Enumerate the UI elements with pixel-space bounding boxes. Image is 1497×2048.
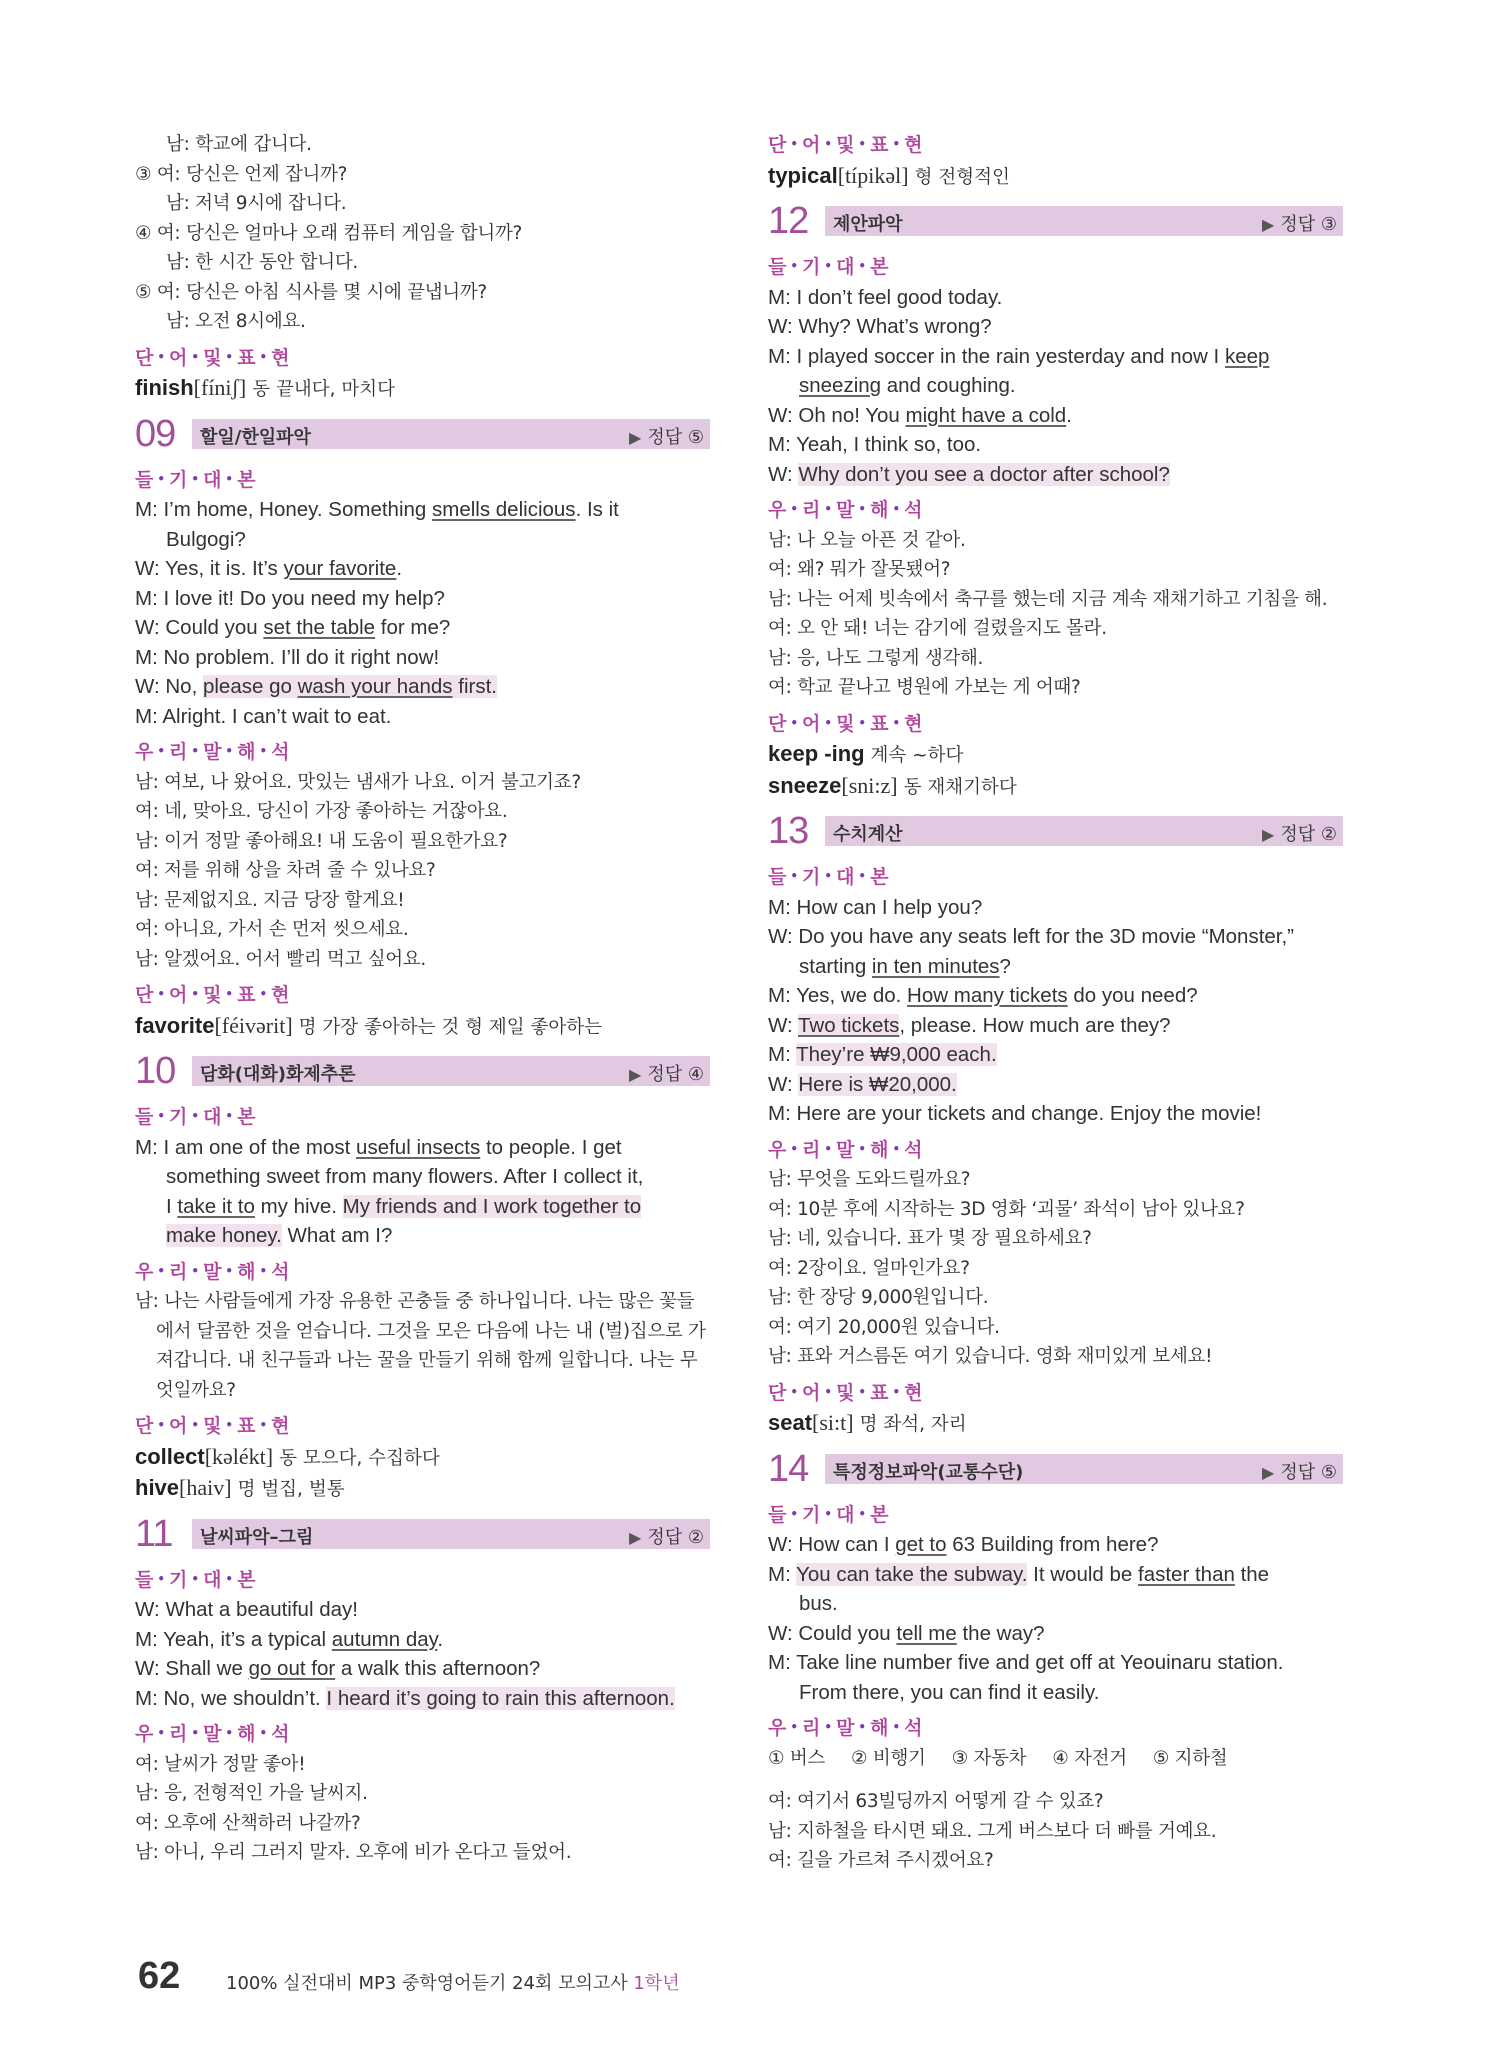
translation-line: 여: 학교 끝나고 병원에 가보는 게 어때? <box>768 677 1081 698</box>
script-line: M: Take line number five and get off at Yeouinaru station. <box>768 1651 1284 1674</box>
answer-options <box>768 1744 1343 1774</box>
vocab-entry <box>768 161 1343 193</box>
question-number: 13 <box>768 810 809 852</box>
translation-line: 남: 문제없지요. 지금 당장 할게요! <box>135 889 405 911</box>
translation-line: 남: 나 오늘 아픈 것 같아. <box>768 529 966 551</box>
translation-line: 여: 여기 20,000원 있습니다. <box>768 1316 1000 1338</box>
script-line: M: I love it! Do you need my help? <box>135 586 445 610</box>
translation-heading: 우 • 리 • 말 • 해 • 석 <box>768 499 924 521</box>
translation-line: 남: 지하철을 타시면 돼요. 그게 버스보다 더 빠를 거예요. <box>768 1820 1217 1842</box>
vocab-ipa: [féivərit] <box>214 1012 293 1038</box>
vocab-heading: 단 • 어 • 및 • 표 • 현 <box>768 1381 924 1404</box>
vocab-heading: 단 • 어 • 및 • 표 • 현 <box>135 346 291 369</box>
translation-line: 남: 나는 어제 빗속에서 축구를 했는데 지금 계속 재채기하고 기침을 해. <box>768 588 1328 610</box>
right-column <box>768 130 1343 1876</box>
script-line: M: You can take the subway. It would be faster than the <box>768 1562 1270 1586</box>
triangle-icon: ▶ <box>1262 825 1275 844</box>
script-line: M: I played soccer in the rain yesterday and now I keep <box>768 344 1270 368</box>
translation-line: 여: 왜? 뭐가 잘못됐어? <box>768 559 951 580</box>
script-line: W: How can I get to 63 Building from here? <box>768 1533 1159 1556</box>
translation-line: 남: 여보, 나 왔어요. 맛있는 냄새가 나요. 이거 불고기죠? <box>135 771 581 793</box>
translation-line: 여: 오 안 돼! 너는 감기에 걸렸을지도 몰라. <box>768 618 1107 639</box>
script-heading: 들 • 기 • 대 • 본 <box>768 1503 890 1526</box>
translation-line: 남: 무엇을 도와드릴까요? <box>768 1169 971 1190</box>
vocab-word: sneeze <box>768 772 842 798</box>
script-line: M: No problem. I’ll do it right now! <box>135 645 440 669</box>
grade-label: 1학년 <box>633 1973 680 1994</box>
script-line: M: They’re ₩9,000 each. <box>768 1043 997 1066</box>
answer-text: 정답 ⑤ <box>647 426 704 448</box>
option-4: ④ 자전거 <box>1052 1747 1127 1769</box>
script-line: W: What a beautiful day! <box>135 1598 358 1621</box>
script-line: W: Do you have any seats left for the 3D movie “Monster,” <box>768 925 1295 948</box>
translation-line: 여: 10분 후에 시작하는 3D 영화 ‘괴물’ 좌석이 남아 있나요? <box>768 1198 1245 1220</box>
script-line: W: Two tickets, please. How much are they? <box>768 1013 1171 1037</box>
answer-text: 정답 ③ <box>1280 214 1337 235</box>
question-number: 14 <box>768 1447 809 1490</box>
translation-line: 남: 이거 정말 좋아해요! 내 도움이 필요한가요? <box>135 830 508 852</box>
vocab-entry <box>135 1473 710 1505</box>
question-type: 날씨파악–그림 <box>200 1526 314 1548</box>
script-line: W: No, please go wash your hands first. <box>135 675 497 698</box>
answer-label <box>629 1523 704 1549</box>
vocab-word: collect <box>135 1443 205 1469</box>
script-line: M: Yeah, I think so, too. <box>768 433 982 456</box>
script-line: starting in ten minutes? <box>799 954 1011 978</box>
text-line: ③ 여: 당신은 언제 잡니까? <box>135 163 348 185</box>
text-line: 남: 학교에 갑니다. <box>166 134 312 155</box>
translation-heading: 우 • 리 • 말 • 해 • 석 <box>768 1138 924 1161</box>
vocab-word: keep -ing <box>768 741 865 766</box>
question-header <box>135 1512 710 1559</box>
option-2: ② 비행기 <box>851 1747 926 1769</box>
translation-line: 여: 여기서 63빌딩까지 어떻게 갈 수 있죠? <box>768 1791 1104 1812</box>
vocab-ipa: [típikəl] <box>837 162 909 188</box>
translation-line: 여: 저를 위해 상을 차려 줄 수 있나요? <box>135 860 436 881</box>
vocab-word: typical <box>768 162 838 188</box>
script-line: W: Could you set the table for me? <box>135 616 451 639</box>
text-line: 남: 오전 8시에요. <box>166 311 306 332</box>
question-number: 12 <box>768 200 809 242</box>
book-title: 100% 실전대비 MP3 중학영어듣기 24회 모의고사 1학년 <box>226 1973 680 1994</box>
question-header <box>135 1052 710 1096</box>
script-line: M: I’m home, Honey. Something smells delicious. Is it <box>135 498 619 521</box>
script-line: M: Here are your tickets and change. Enjoy the movie! <box>768 1102 1262 1125</box>
vocab-meaning: 동 재채기하다 <box>903 776 1017 798</box>
translation-line: 남: 표와 거스름돈 여기 있습니다. 영화 재미있게 보세요! <box>768 1346 1213 1367</box>
script-line: M: I don’t feel good today. <box>768 285 1003 309</box>
vocab-ipa: [si:t] <box>812 1410 854 1435</box>
translation-line: 남: 네, 있습니다. 표가 몇 장 필요하세요? <box>768 1228 1092 1249</box>
question-type: 할일/한일파악 <box>200 426 311 448</box>
translation-line: 남: 알겠어요. 어서 빨리 먹고 싶어요. <box>135 948 426 970</box>
script-line: bus. <box>799 1592 838 1615</box>
page-footer <box>138 1955 1038 2015</box>
script-line: M: Yeah, it’s a typical autumn day. <box>135 1627 444 1651</box>
translation-heading: 우 • 리 • 말 • 해 • 석 <box>768 1717 924 1739</box>
vocab-meaning: 명 가장 좋아하는 것 형 제일 좋아하는 <box>298 1016 603 1038</box>
vocab-word: finish <box>135 375 194 400</box>
script-line: M: Alright. I can’t wait to eat. <box>135 704 392 728</box>
question-header <box>135 412 710 459</box>
script-line: make honey. What am I? <box>166 1224 393 1247</box>
question-type-bar <box>192 1519 710 1549</box>
option-5: ⑤ 지하철 <box>1152 1747 1228 1769</box>
vocab-word: seat <box>768 1410 813 1435</box>
translation-heading: 우 • 리 • 말 • 해 • 석 <box>135 1723 291 1745</box>
vocab-ipa: [kəlékt] <box>204 1443 274 1469</box>
script-heading: 들 • 기 • 대 • 본 <box>768 866 890 888</box>
question-type: 제안파악 <box>833 214 903 235</box>
question-header <box>768 202 1343 246</box>
question-header <box>768 812 1343 856</box>
answer-label <box>629 1060 704 1086</box>
question-type: 특정정보파악(교통수단) <box>833 1461 1024 1483</box>
question-type: 수치계산 <box>833 824 903 845</box>
left-column <box>135 130 710 1868</box>
vocab-heading: 단 • 어 • 및 • 표 • 현 <box>135 1415 291 1437</box>
script-line: W: Could you tell me the way? <box>768 1621 1045 1645</box>
translation-line: 엇일까요? <box>156 1379 236 1401</box>
translation-heading: 우 • 리 • 말 • 해 • 석 <box>135 741 291 763</box>
translation-line: 남: 아니, 우리 그러지 말자. 오후에 비가 온다고 들었어. <box>135 1842 572 1863</box>
answer-label <box>1262 820 1337 846</box>
vocab-meaning: 명 벌집, 벌통 <box>237 1479 345 1500</box>
script-heading: 들 • 기 • 대 • 본 <box>768 256 890 278</box>
vocab-ipa: [sni:z] <box>841 772 898 798</box>
answer-label <box>629 423 704 449</box>
translation-line: 남: 응, 전형적인 가을 날씨지. <box>135 1783 368 1804</box>
script-line: W: Here is ₩20,000. <box>768 1072 957 1096</box>
vocab-heading: 단 • 어 • 및 • 표 • 현 <box>768 712 924 735</box>
page-number: 62 <box>138 1955 181 1997</box>
question-type-bar <box>192 1056 710 1086</box>
question-header <box>768 1447 1343 1494</box>
answer-text: 정답 ④ <box>647 1064 704 1085</box>
translation-line: 여: 아니요, 가서 손 먼저 씻으세요. <box>135 919 409 940</box>
translation-line: 여: 네, 맞아요. 당신이 가장 좋아하는 거잖아요. <box>135 801 508 822</box>
question-number: 11 <box>135 1512 173 1555</box>
answer-text: 정답 ② <box>1280 824 1337 845</box>
translation-line: 에서 달콤한 것을 얻습니다. 그것을 모은 다음에 나는 내 (벌)집으로 가 <box>156 1320 706 1342</box>
text-line: 남: 저녁 9시에 잡니다. <box>166 193 347 214</box>
script-line: W: Why don’t you see a doctor after school? <box>768 462 1170 486</box>
script-line: sneezing and coughing. <box>799 374 1016 397</box>
triangle-icon: ▶ <box>629 1065 642 1084</box>
script-line: W: Shall we go out for a walk this afternoon? <box>135 1657 541 1680</box>
script-heading: 들 • 기 • 대 • 본 <box>135 1568 257 1591</box>
translation-line: 져갑니다. 내 친구들과 나는 꿀을 만들기 위해 함께 일합니다. 나는 무 <box>156 1350 698 1371</box>
question-type-bar <box>825 816 1343 846</box>
vocab-entry <box>768 739 1343 771</box>
text-line: 남: 한 시간 동안 합니다. <box>166 252 358 273</box>
option-1: ① 버스 <box>768 1747 826 1769</box>
vocab-word: favorite <box>135 1012 215 1038</box>
translation-line: 여: 오후에 산책하러 나갈까? <box>135 1812 361 1834</box>
triangle-icon: ▶ <box>629 1527 642 1547</box>
question-number: 10 <box>135 1050 176 1092</box>
vocab-meaning: 동 끝내다, 마치다 <box>252 379 395 400</box>
translation-line: 남: 한 장당 9,000원입니다. <box>768 1287 989 1308</box>
vocab-entry <box>768 771 1343 803</box>
vocab-entry <box>135 1011 710 1043</box>
script-line: M: I am one of the most useful insects to people. I get <box>135 1135 622 1159</box>
question-type: 담화(대화)화제추론 <box>200 1064 356 1085</box>
answer-label <box>1262 1458 1337 1484</box>
vocab-meaning: 동 모으다, 수집하다 <box>279 1447 440 1469</box>
answer-text: 정답 ⑤ <box>1280 1461 1337 1483</box>
vocab-ipa: [fíniʃ] <box>193 375 247 400</box>
script-line: W: Oh no! You might have a cold. <box>768 403 1072 427</box>
vocab-meaning: 형 전형적인 <box>914 166 1010 188</box>
vocab-meaning: 명 좌석, 자리 <box>859 1414 967 1435</box>
option-3: ③ 자동차 <box>951 1747 1027 1769</box>
triangle-icon: ▶ <box>1262 215 1275 234</box>
script-line: Bulgogi? <box>166 527 246 551</box>
triangle-icon: ▶ <box>629 427 642 447</box>
translation-line: 여: 날씨가 정말 좋아! <box>135 1753 306 1775</box>
vocab-meaning: 계속 ~하다 <box>870 745 964 766</box>
question-type-bar <box>825 1454 1343 1484</box>
script-line: W: Yes, it is. It’s your favorite. <box>135 557 403 580</box>
vocab-ipa: [haiv] <box>179 1475 232 1500</box>
script-line: M: How can I help you? <box>768 895 983 919</box>
script-line: W: Why? What’s wrong? <box>768 315 992 338</box>
vocab-heading: 단 • 어 • 및 • 표 • 현 <box>768 134 924 156</box>
translation-line: 남: 나는 사람들에게 가장 유용한 곤충들 중 하나입니다. 나는 많은 꽃들 <box>135 1291 695 1312</box>
answer-text: 정답 ② <box>647 1526 704 1548</box>
script-line: something sweet from many flowers. After I collect it, <box>166 1165 644 1188</box>
script-line: M: Yes, we do. How many tickets do you need? <box>768 984 1198 1007</box>
text-line: ④ 여: 당신은 얼마나 오래 컴퓨터 게임을 합니까? <box>135 222 523 244</box>
script-line: M: No, we shouldn’t. I heard it’s going to rain this afternoon. <box>135 1686 675 1710</box>
vocab-entry <box>135 1442 710 1474</box>
script-heading: 들 • 기 • 대 • 본 <box>135 468 257 491</box>
script-line: I take it to my hive. My friends and I work together to <box>166 1194 642 1218</box>
triangle-icon: ▶ <box>1262 1462 1275 1482</box>
vocab-word: hive <box>135 1475 180 1500</box>
translation-line: 여: 길을 가르쳐 주시겠어요? <box>768 1850 994 1871</box>
script-line: From there, you can find it easily. <box>799 1680 1100 1704</box>
vocab-entry <box>135 373 710 405</box>
question-type-bar <box>825 206 1343 236</box>
vocab-entry <box>768 1408 1343 1440</box>
script-heading: 들 • 기 • 대 • 본 <box>135 1106 257 1128</box>
text-line: ⑤ 여: 당신은 아침 식사를 몇 시에 끝냅니까? <box>135 281 487 303</box>
question-number: 09 <box>135 412 176 455</box>
translation-heading: 우 • 리 • 말 • 해 • 석 <box>135 1260 291 1283</box>
vocab-heading: 단 • 어 • 및 • 표 • 현 <box>135 984 291 1006</box>
answer-label <box>1262 210 1337 236</box>
question-type-bar <box>192 419 710 449</box>
translation-line: 남: 응, 나도 그렇게 생각해. <box>768 647 984 669</box>
translation-line: 여: 2장이요. 얼마인가요? <box>768 1257 970 1279</box>
